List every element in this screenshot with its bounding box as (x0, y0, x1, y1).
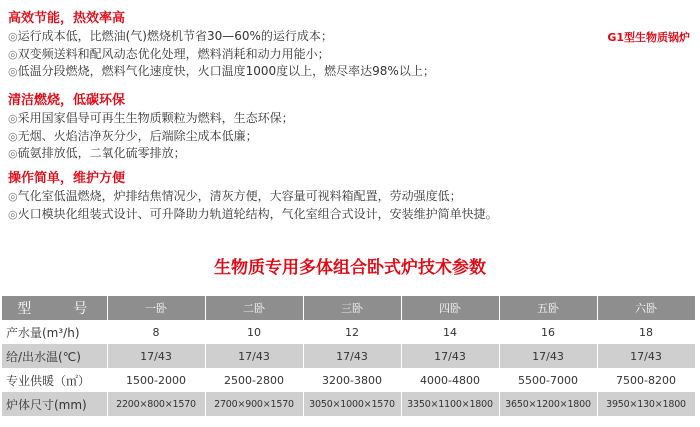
section-title: 操作简单，维护方便 (8, 171, 126, 186)
header-cell: 一卧 (107, 296, 205, 320)
bullet-mark-icon: ◎ (8, 147, 18, 160)
spec-table (2, 296, 696, 416)
header-cell: 六卧 (597, 296, 695, 320)
bullet-mark-icon: ◎ (8, 207, 18, 221)
table-title: 生物质专用多体组合卧式炉技术参数 (214, 258, 486, 278)
table-row (2, 368, 695, 392)
table-cell: 1500-2000 (126, 373, 186, 387)
bullet-item: ◎无烟、火焰洁净灰分少，后端除尘成本低廉； (8, 128, 258, 143)
table-cell: 5500-7000 (518, 373, 578, 387)
table-header-row (2, 296, 695, 320)
header-cell: 二卧 (205, 296, 303, 320)
section-title: 高效节能，热效率高 (8, 11, 126, 26)
table-cell: 17/43 (401, 344, 499, 368)
table-cell: 17/43 (205, 344, 303, 368)
row-label: 产水量(m³/h) (6, 325, 80, 340)
model-tag: G1型生物质锅炉 (607, 31, 690, 44)
bullet-mark-icon: ◎ (8, 30, 18, 43)
header-cell: 三卧 (303, 296, 401, 320)
bullet-mark-icon: ◎ (8, 47, 18, 61)
table-cell: 3350×1100×1800 (401, 392, 499, 416)
table-cell: 3050×1000×1570 (303, 392, 401, 416)
table-cell: 8 (152, 325, 160, 339)
header-cell-model: 型 号 (2, 296, 107, 320)
bullet-item: ◎低温分段燃烧，燃料气化速度快，火口温度1000度以上，燃尽率达98%以上； (8, 64, 435, 78)
table-cell: 2700×900×1570 (205, 392, 303, 416)
table-cell: 3200-3800 (322, 373, 382, 387)
bullet-item: ◎火口模块化组装式设计、可升降助力轨道轮结构，气化室组合式设计，安装维护简单快捷。 (8, 206, 498, 221)
bullet-item: ◎双变频送料和配风动态优化处理，燃料消耗和动力用能小； (8, 46, 330, 61)
row-label: 给/出水温(℃) (2, 344, 107, 368)
table-cell: 14 (443, 325, 457, 339)
bullet-item: ◎运行成本低，比燃油(气)燃烧机节省30—60%的运行成本； (8, 29, 333, 43)
bullet-item: ◎采用国家倡导可再生生物质颗粒为燃料，生态环保； (8, 111, 294, 125)
table-cell: 12 (345, 325, 359, 339)
table-row (2, 392, 695, 416)
bullet-mark-icon: ◎ (8, 129, 18, 143)
header-cell: 五卧 (499, 296, 597, 320)
table-cell: 16 (541, 325, 555, 339)
table-cell: 17/43 (303, 344, 401, 368)
table-cell: 7500-8200 (616, 373, 676, 387)
table-cell: 2200×800×1570 (107, 392, 205, 416)
table-cell: 18 (639, 325, 653, 339)
table-cell: 3950×130×1800 (597, 392, 695, 416)
table-cell: 10 (247, 325, 261, 339)
bullet-item: ◎硫氨排放低，二氧化硫零排放； (8, 146, 186, 160)
row-label: 炉体尺寸(mm) (2, 392, 107, 416)
section-clean-burning (8, 92, 568, 163)
table-cell: 2500-2800 (224, 373, 284, 387)
header-cell: 四卧 (401, 296, 499, 320)
section-title: 清洁燃烧，低碳环保 (8, 93, 126, 108)
section-easy-operation (8, 170, 568, 223)
bullet-item: ◎气化室低温燃烧，炉排结焦情况少，清灰方便，大容量可视料箱配置，劳动强度低； (8, 189, 462, 203)
bullet-mark-icon: ◎ (8, 112, 18, 125)
bullet-mark-icon: ◎ (8, 190, 18, 203)
table-cell: 17/43 (597, 344, 695, 368)
table-cell: 17/43 (107, 344, 205, 368)
table-cell: 17/43 (499, 344, 597, 368)
bullet-mark-icon: ◎ (8, 65, 18, 78)
row-label: 专业供暖（㎡） (6, 373, 91, 388)
table-cell: 4000-4800 (420, 373, 480, 387)
table-row (2, 320, 695, 344)
table-row (2, 344, 695, 368)
table-cell: 3650×1200×1800 (499, 392, 597, 416)
section-efficiency (8, 10, 568, 81)
